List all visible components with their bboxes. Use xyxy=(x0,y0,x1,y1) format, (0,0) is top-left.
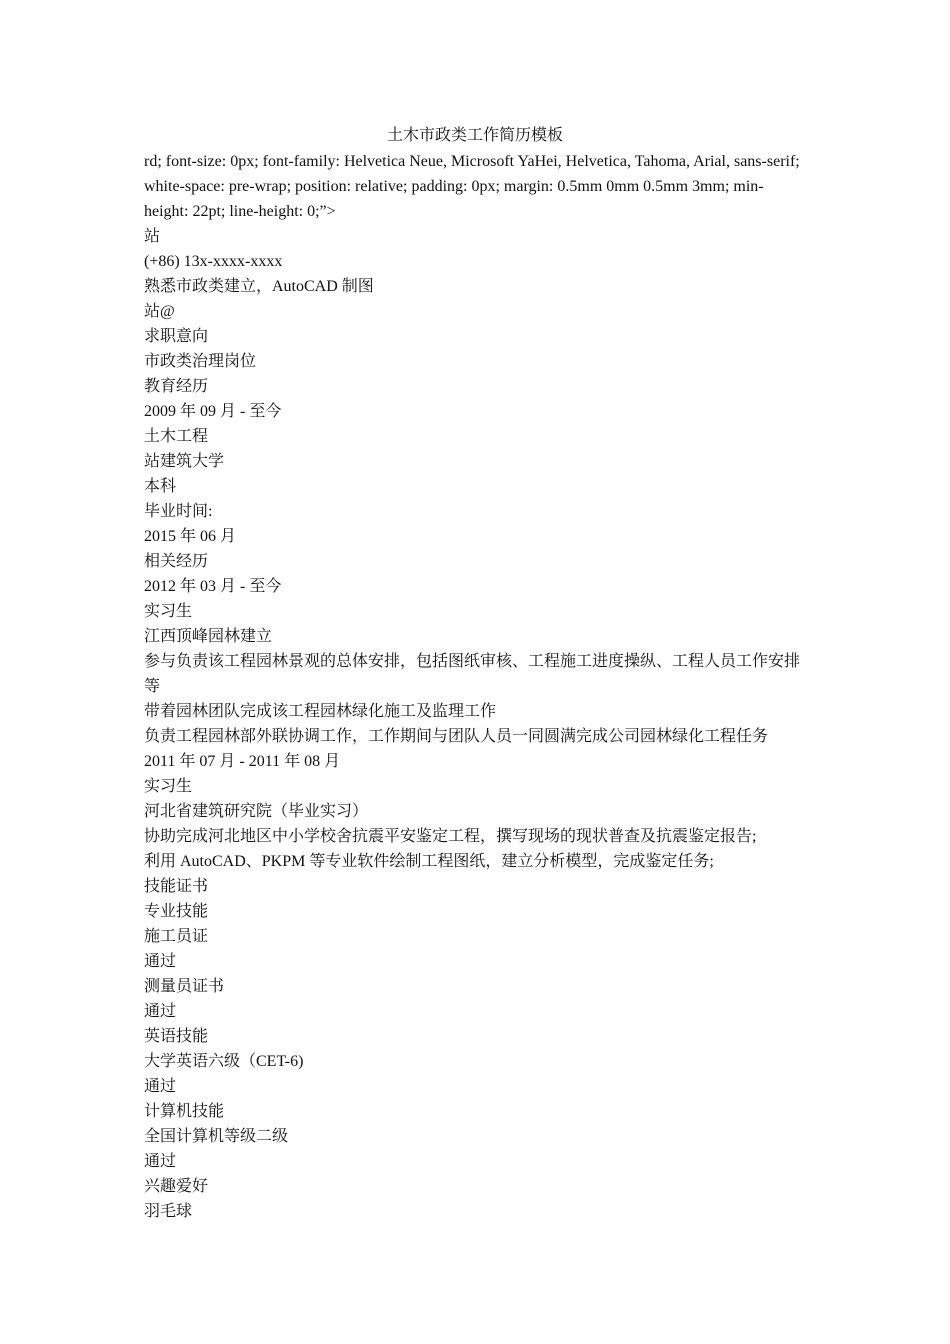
text-line: 羽毛球 xyxy=(144,1203,193,1220)
section-heading: 求职意向 xyxy=(144,328,209,345)
document-title: 土木市政类工作简历模板 xyxy=(386,127,563,144)
section-heading: 兴趣爱好 xyxy=(144,1178,209,1195)
text-line: 站 xyxy=(144,228,161,245)
section-heading: 相关经历 xyxy=(144,553,209,570)
text-line: 施工员证 xyxy=(144,928,209,945)
text-line: 熟悉市政类建立，AutoCAD 制图 xyxy=(144,278,374,295)
text-line: 通过 xyxy=(144,1153,177,1170)
text-line: 实习生 xyxy=(144,603,193,620)
text-line: 负责工程园林部外联协调工作，工作期间与团队人员一同圆满完成公司园林绿化工程任务 xyxy=(144,728,769,745)
text-line: 专业技能 xyxy=(144,903,209,920)
text-line: rd; font-size: 0px; font-family: Helvetica Neue, Microsoft YaHei, Helvetica, Tahoma, Arial, sans-serif; white-space: pre-wrap; position: relative; padding: 0px; margin: 0.5mm 0mm 0.5mm 3mm; min-height: 22pt; line-height: 0;”> xyxy=(144,153,800,220)
text-line: 参与负责该工程园林景观的总体安排，包括图纸审核、工程施工进度操纵、工程人员工作安排等 xyxy=(144,653,801,695)
text-line: 利用 AutoCAD、PKPM 等专业软件绘制工程图纸，建立分析模型，完成鉴定任务; xyxy=(144,853,714,870)
text-line: 通过 xyxy=(144,1003,177,1020)
text-line: 河北省建筑研究院（毕业实习） xyxy=(144,803,369,820)
text-line: 全国计算机等级二级 xyxy=(144,1128,289,1145)
text-line: 站建筑大学 xyxy=(144,453,225,470)
text-line: 站@ xyxy=(144,303,175,320)
text-line: 毕业时间: xyxy=(144,503,213,520)
text-line: 大学英语六级（CET-6) xyxy=(144,1053,304,1070)
text-line: 英语技能 xyxy=(144,1028,209,1045)
text-line: 2015 年 06 月 xyxy=(144,528,237,545)
section-heading: 教育经历 xyxy=(144,378,209,395)
text-line: (+86) 13x-xxxx-xxxx xyxy=(144,253,283,270)
text-line: 2011 年 07 月 - 2011 年 08 月 xyxy=(144,753,341,770)
section-heading: 技能证书 xyxy=(144,878,209,895)
text-line: 实习生 xyxy=(144,778,193,795)
document-body xyxy=(144,149,806,1224)
text-line: 土木工程 xyxy=(144,428,209,445)
text-line: 带着园林团队完成该工程园林绿化施工及监理工作 xyxy=(144,703,497,720)
text-line: 本科 xyxy=(144,478,177,495)
text-line: 通过 xyxy=(144,1078,177,1095)
text-line: 市政类治理岗位 xyxy=(144,353,257,370)
text-line: 协助完成河北地区中小学校舍抗震平安鉴定工程，撰写现场的现状普查及抗震鉴定报告; xyxy=(144,828,757,845)
text-line: 通过 xyxy=(144,953,177,970)
text-line: 2012 年 03 月 - 至今 xyxy=(144,578,282,595)
text-line: 2009 年 09 月 - 至今 xyxy=(144,403,282,420)
text-line: 计算机技能 xyxy=(144,1103,225,1120)
text-line: 测量员证书 xyxy=(144,978,225,995)
text-line: 江西顶峰园林建立 xyxy=(144,628,273,645)
